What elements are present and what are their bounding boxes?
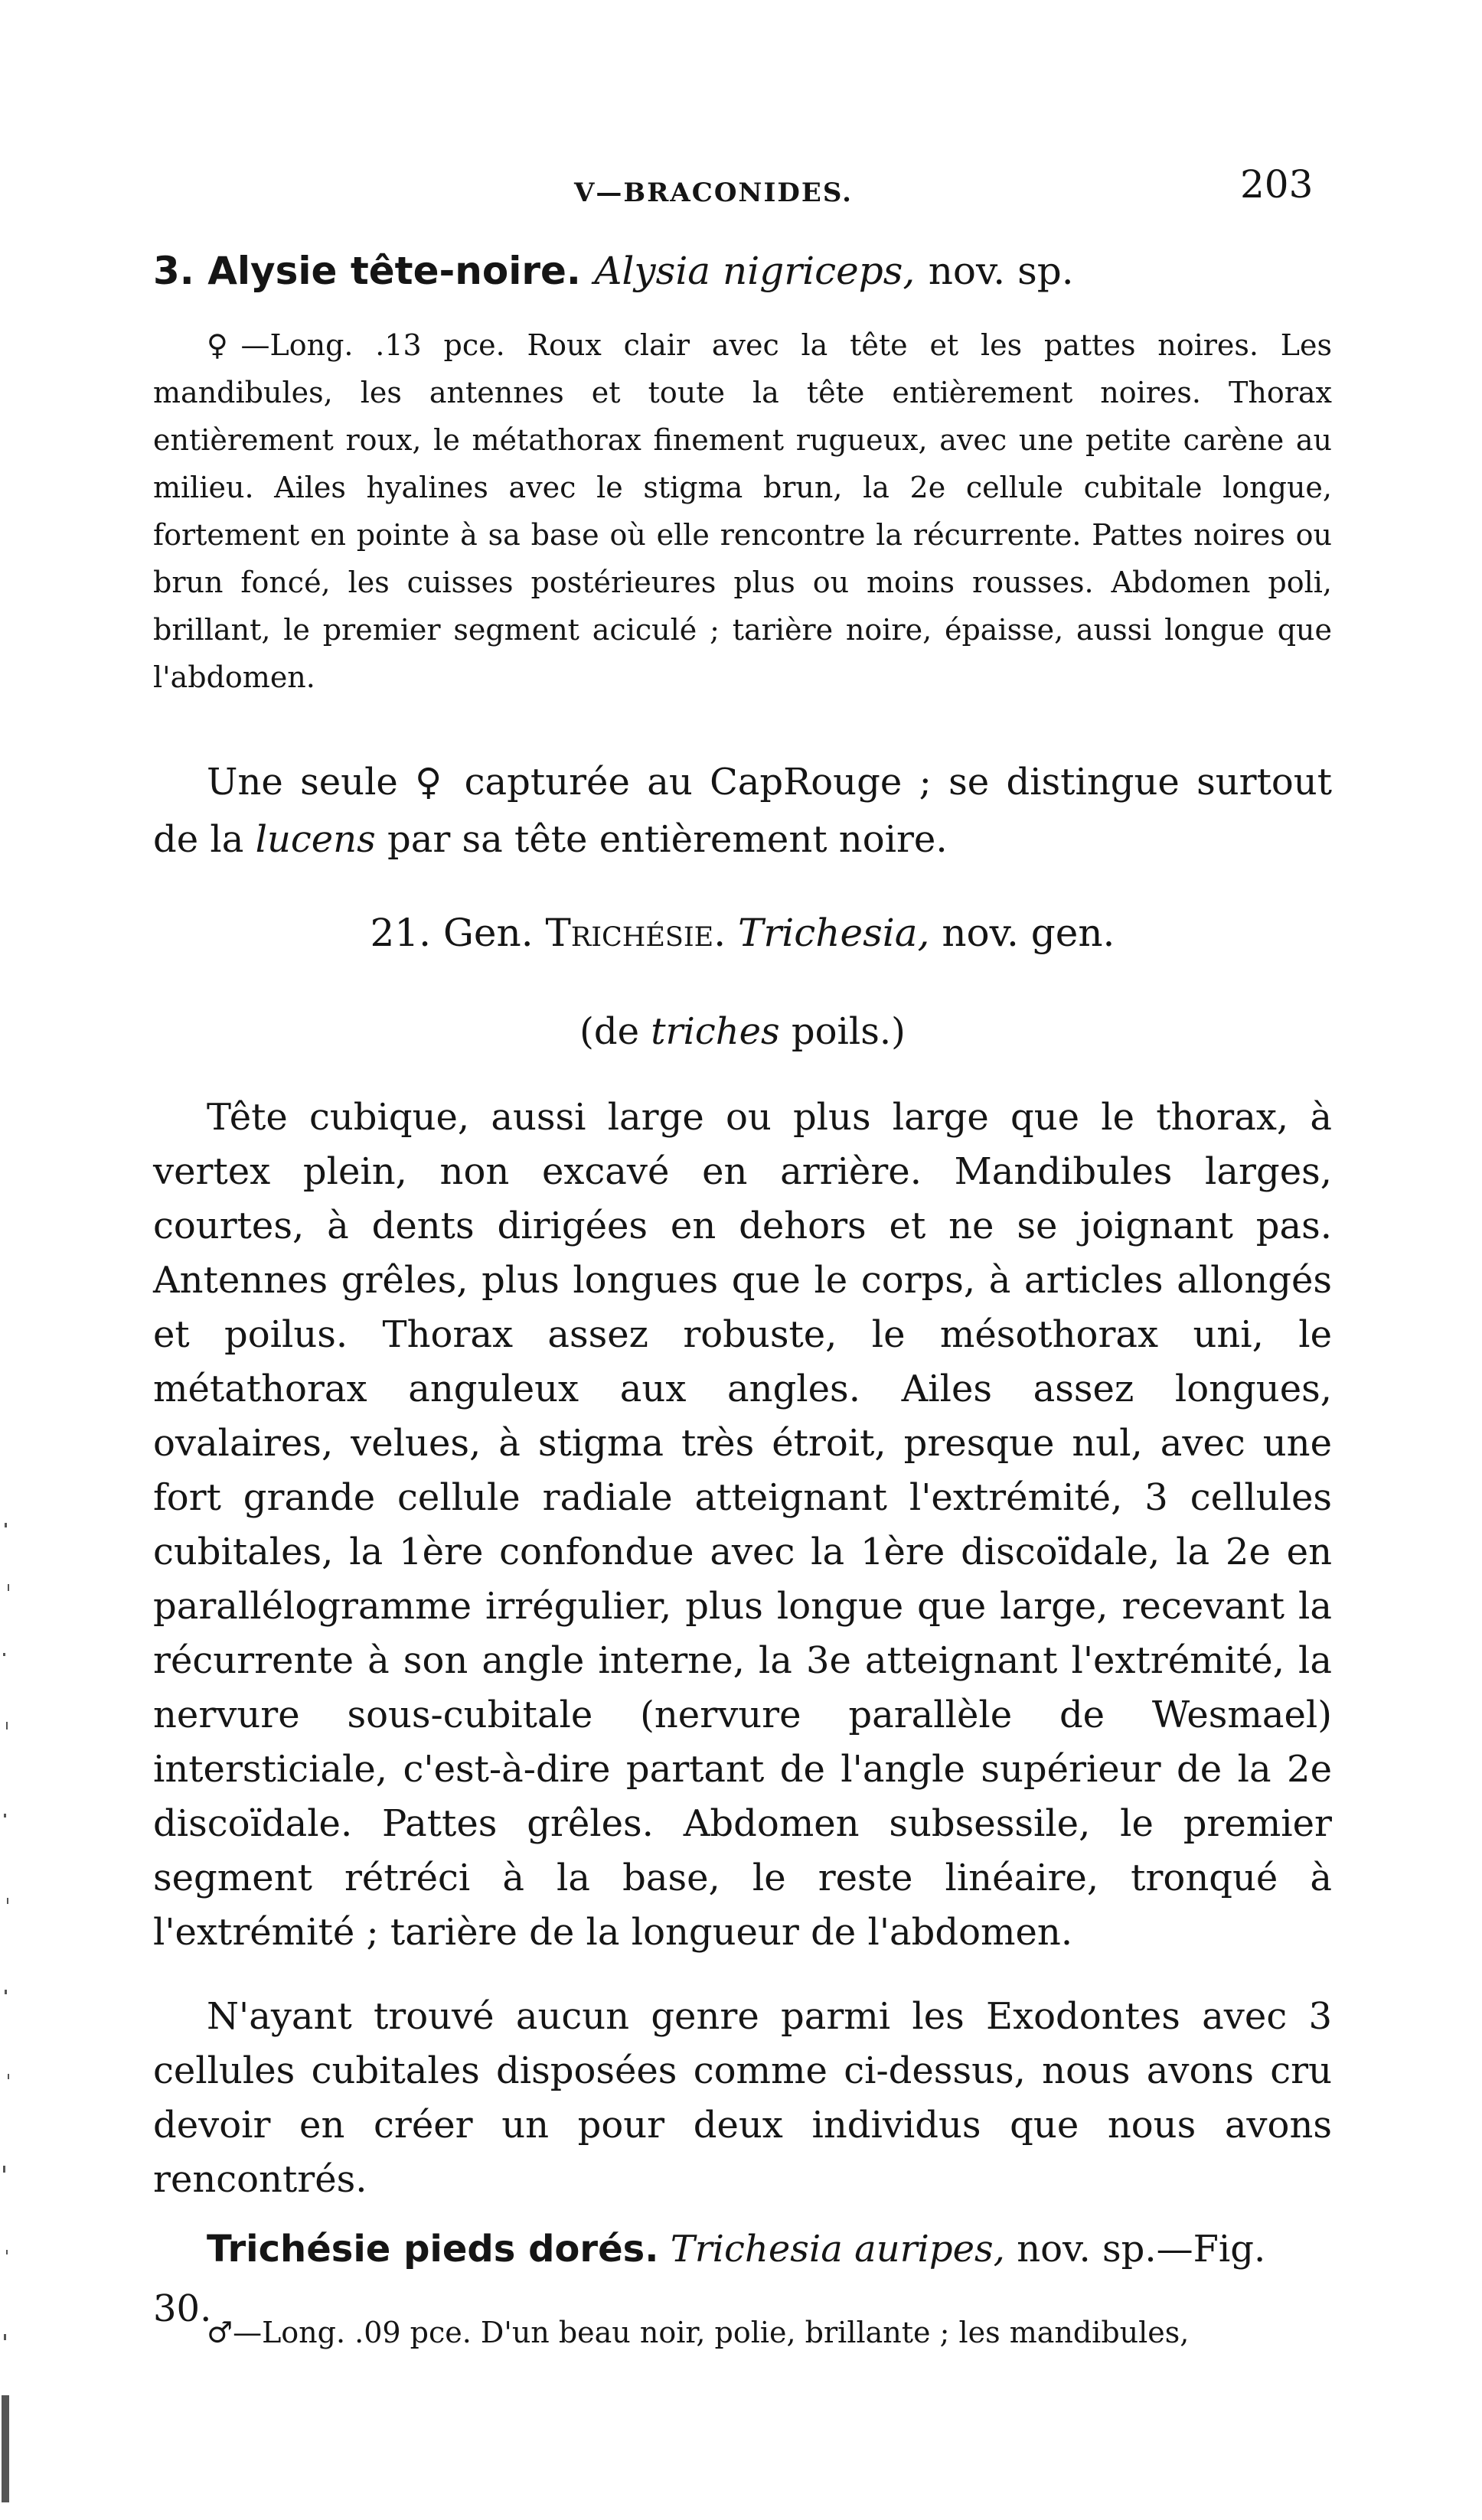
species-description-start: ♂—Long. .09 pce. D'un beau noir, polie, brillante ; les mandibules,: [207, 2316, 1190, 2349]
running-head: V—BRACONIDES.: [574, 178, 853, 208]
etym-close: poils.): [779, 1010, 906, 1053]
species-heading-alysia: [153, 249, 1332, 293]
species-status: nov. sp.—Fig. 30.: [153, 2228, 1266, 2330]
genus-status: nov. gen.: [942, 911, 1115, 955]
genus-description: Tête cubique, aussi large ou plus large que le thorax, à vertex plein, non excavé en arrière. Mandibules larges, courtes, à dents dirigées en dehors et ne se joignant pas. Antennes grêles, plus longues que le corps, à articles allongés et poilus. Thorax assez robuste, le mésothorax uni, le métathorax anguleux aux angles. Ailes assez longues, ovalaires, velues, à stigma très étroit, presque nul, avec une fort grande cellule radiale atteignant l'extrémité, 3 cellules cubitales, la 1ère confondue avec la 1ère discoïdale, la 2e en parallélogramme irrégulier, plus longue que large, recevant la récurrente à son angle interne, la 3e atteignant l'extrémité, la nervure sous-cubitale (nervure parallèle de Wesmael) intersticiale, c'est-à-dire partant de l'angle supérieur de la 2e discoïdale. Pattes grêles. Abdomen subsessile, le premier segment rétréci à la base, le reste linéaire, tronqué à l'extrémité ; tarière de la longueur de l'abdomen.: [153, 1096, 1332, 1954]
species-name-fr: Alysie tête-noire.: [207, 249, 581, 293]
genus-name-fr: Trichésie.: [545, 911, 726, 955]
etym-open: (de: [579, 1010, 651, 1053]
genus-number: 21. Gen.: [370, 911, 534, 955]
species-number: 3.: [153, 249, 194, 293]
binding-edge-specks: [0, 1492, 23, 2520]
species-status: nov. sp.: [928, 249, 1074, 293]
species-name-latin: Alysia nigriceps,: [594, 249, 916, 293]
genus-heading: [153, 911, 1332, 955]
species-note-italic: lucens: [255, 818, 376, 861]
species-name-fr: Trichésie pieds dorés.: [207, 2228, 659, 2271]
species-note-text: Une seule ♀ capturée au CapRouge ; se distingue surtout de la: [153, 761, 1332, 861]
genus-name-latin: Trichesia,: [738, 911, 930, 955]
genus-note: N'ayant trouvé aucun genre parmi les Exodontes avec 3 cellules cubitales disposées comme ci-dessus, nous avons cru devoir en créer un pour deux individus que nous avons rencontrés.: [153, 1995, 1332, 2201]
species-name-latin: Trichesia auripes,: [670, 2228, 1005, 2271]
species-note-text-end: par sa tête entièrement noire.: [375, 818, 948, 861]
species-note: [153, 754, 1332, 869]
genus-etymology: [153, 1010, 1332, 1053]
etym-word: triches: [651, 1010, 780, 1053]
species-description: ♀—Long. .13 pce. Roux clair avec la tête et les pattes noires. Les mandibules, les antennes et toute la tête entièrement noires. Thorax entièrement roux, le métathorax finement rugueux, avec une petite carène au milieu. Ailes hyalines avec le stigma brun, la 2e cellule cubitale longue, fortement en pointe à sa base où elle rencontre la récurrente. Pattes noires ou brun foncé, les cuisses postérieures plus ou moins rousses. Abdomen poli, brillant, le premier segment aciculé ; tarière noire, épaisse, aussi longue que l'abdomen.: [153, 328, 1332, 694]
page-number: 203: [1240, 162, 1314, 207]
